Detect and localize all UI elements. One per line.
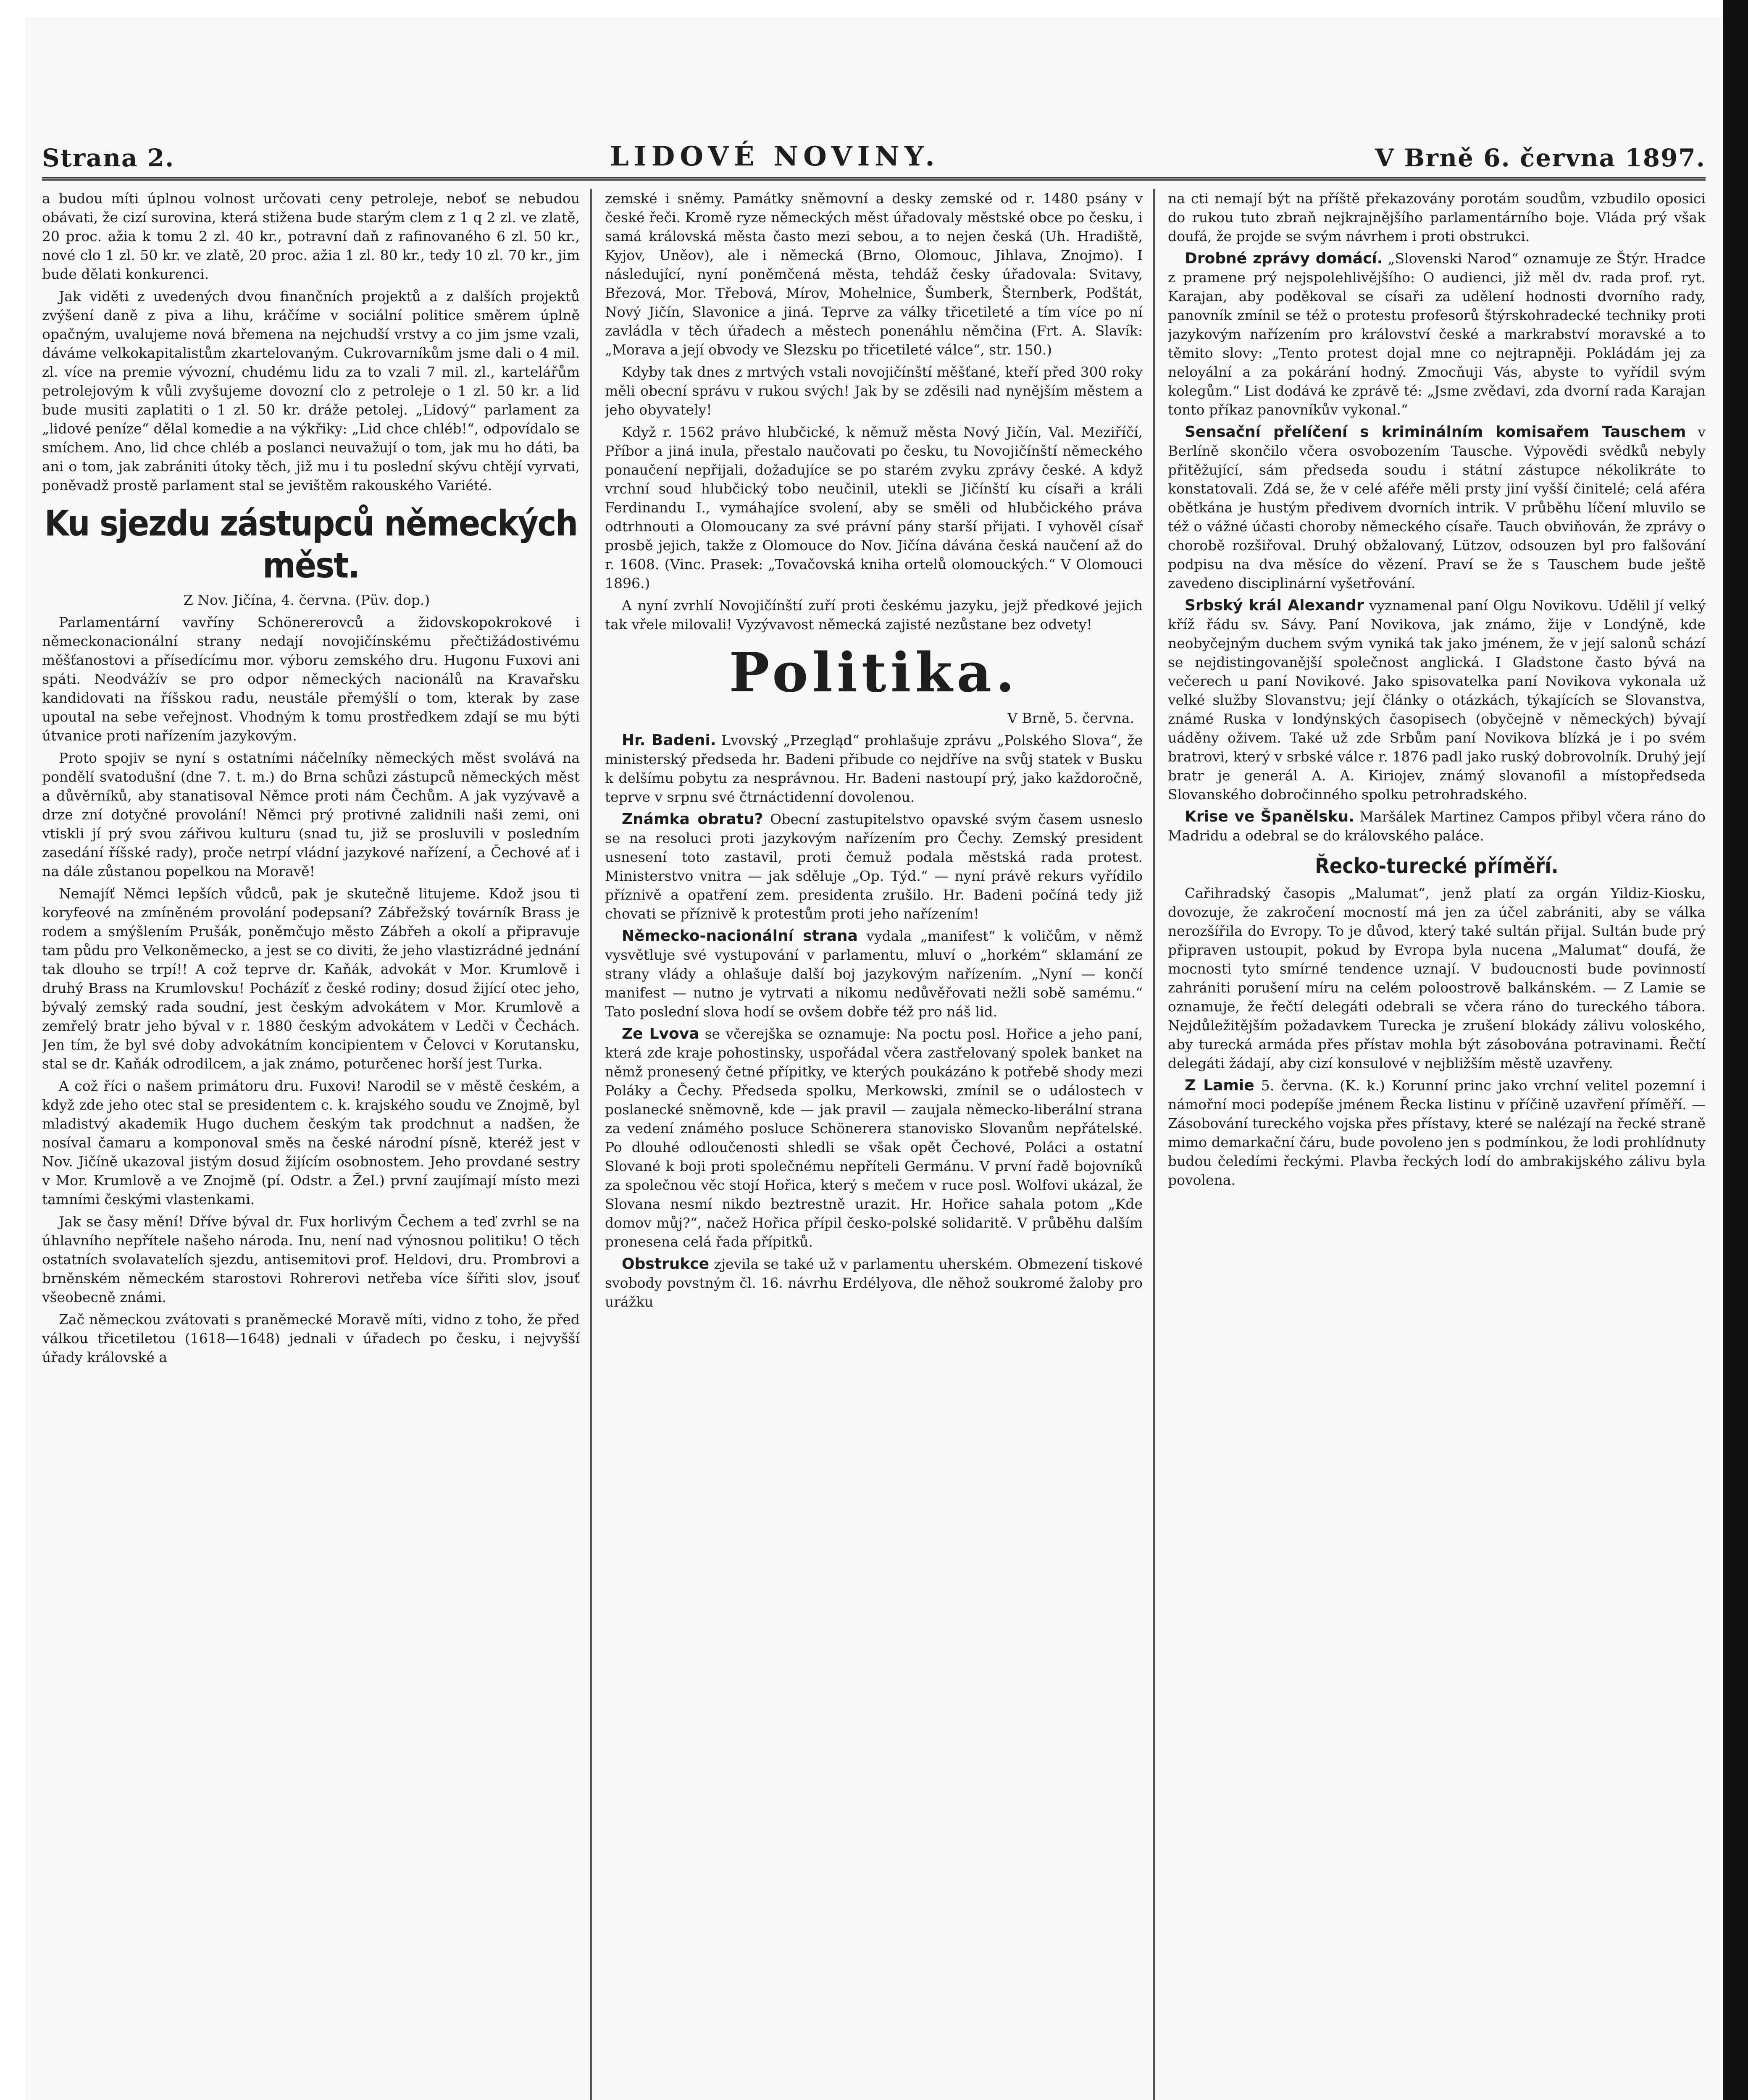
paragraph: A což říci o našem primátoru dru. Fuxovi! Narodil se v městě českém, a když zde jeho otec stal se presidentem c. k. krajského soudu ve Znojmě, byl mladistvý akademik Hugo duchem českým tak prodchnut a nadšen, že nosíval čamaru a komponoval směs na české národní písně, kteréž jest v Nov. Jičíně ukazoval jistým dosud žijícím osobnostem. Jeho provdané sestry v Mor. Krumlově a ve Znojmě (pí. Odstr. a Žel.) první zaujímají místo mezi tamními českými vlastenkami. (42, 1078, 580, 1208)
section-title-politika: Politika. (729, 641, 1019, 704)
item-title: Hr. Badeni. (622, 732, 716, 749)
newspaper-page (25, 17, 1722, 2100)
page-number: Strana 2. (42, 144, 175, 172)
article-headline: Řecko-turecké příměří. (1315, 854, 1559, 878)
paragraph: Jak viděti z uvedených dvou finančních projektů a z dalších projektů zvýšení daně z piva a lihu, kráčíme v sociální politice směrem úplně opačným, uvalujeme nová břemena na nejchudší vrstvy a co jim jsme vzali, dáváme velkokapitalistům zkartelovaným. Cukrovarníkům jsme dali o 4 mil. zl. více na premie vývozní, chudému lidu za to vzali 7 mil. zl., kartelářům petrolejovým k vůli zvyšujeme dovozní clo z petroleje o 1 zl. 50 kr. a lid bude musiti zaplatiti o 1 zl. 50 kr. dráže petolej. „Lidový“ parlament za „lidové peníze“ dělal komedie a na výkřiky: „Lid chce chléb!“, odpovídalo se smíchem. Ano, lid chce chléb a poslanci neuvažují o tom, jak mu ho dáti, ba ani o tom, jak zabrániti útoky těch, již mu i tu poslední skývu chtějí vyrvati, poněvadž prostě parlament stal se jevištěm rakouského Variété. (42, 288, 580, 494)
paragraph: Proto spojiv se nyní s ostatními náčelníky německých měst svolává na pondělí svatodušní (dne 7. t. m.) do Brna schůzi zástupců německých měst a důvěrníků, aby stanatisoval Němce proti nám Čechům. A jak vyzývavě a drze zní dotyčné provolání! Němci prý protivné zalidnili naši zemi, oni vtiskli jí prý svou zářivou kulturu (snad tu, již se prosluvili v posledním zasedání říšské rady), proče netrpí vládní jazykové nařízení, a Čechové ať i na dále zůstanou popelkou na Moravě! (42, 750, 580, 879)
column-1 (42, 189, 580, 2100)
columns-area (42, 189, 1706, 2100)
item-text: vyznamenal paní Olgu Novikovu. Udělil jí velký kříž řádu sv. Sávy. Paní Novikova, jak známo, žije v Londýně, kde neobyčejným duchem svým vyniká tak jako jménem, že v její salonů schází se nejdistingovanější společnost anglická. I Gladstone často bývá na večerech u paní Novikové. Jako spisovatelka paní Novikova vykonala už velké služby Slovanstvu; její články o otázkách, týkajících se Slovanstva, známé Ruska v londýnských časopisech (obyčejně v německých) bývají uáděny oživem. Také už zde Srbům paní Novikova blízká je i po svém bratrovi, který v srbské válce r. 1876 padl jako ruský dobrovolník. Druhý její bratr je generál A. A. Kiriojev, známý slovanofil a místopředseda Slovanského dobročinného spolku petrohradského. (1168, 597, 1706, 803)
item-text: „Slovenski Narod“ oznamuje ze Štýr. Hradce z pramene prý nejspolehlivějšího: O audienci, již měl dv. rada prof. ryt. Karajan, aby poděkoval se císaři za udělení hodnosti dvorního rady, panovník zmínil se též o protestu profesorů štýrskohradecké techniky proti jazykovým nařízením pro království české a markrabství moravské a to těmito slovy: „Tento protest dojal mne co nejtrapněji. Pokládám jej za neloyální a za pokárání hodný. Zmocňuji Vás, abyste to vyřídil svým kolegům.“ List dodává ke zprávě té: „Jsme zvědavi, zda dvorní rada Karajan tonto příkaz panovníkův vykonal.“ (1168, 250, 1706, 418)
newspaper-title: LIDOVÉ NOVINY. (610, 141, 940, 172)
paragraph: Zač německou zvátovati s praněmecké Moravě míti, vidno z toho, že před válkou třicetiletou (1618—1648) jednali v úřadech po česku, i nejvyšší úřady královské a (42, 1311, 580, 1365)
item-text: v Berlíně skončilo včera osvobozením Tausche. Výpovědi svědků nebyly přitěžující, sám předseda soudu i státní zástupce nékolikráte to konstatovali. Zdá se, že v celé aféře měli prsty jiní vyšší činitelé; celá aféra obětkána je hustým předivem dvorních intrik. V průběhu líčení mluvilo se též o vážné účasti choroby německého císaře. Tauch obviňován, že zprávy o chorobě rozšiřoval. Druhý obžalovaný, Lützov, odsouzen byl pro falšování podpisu na dva měsíce do vězení. Praví se že s Tauschem bude ještě zavedeno disciplinární vyšetřování. (1168, 424, 1706, 591)
item-text: Maršálek Martinez Campos přibyl včera ráno do Madridu a odebral se do královského paláce. (1168, 808, 1706, 844)
paragraph: Když r. 1562 právo hlubčické, k němuž města Nový Jičín, Val. Meziříčí, Příbor a jiná inula, přestalo naučovati po česku, tu Novojičínští německého ponaučení nepřijali, dožadujíce se po starém zvyku zprávy české. A když vrchní soud hlubčický tobo neučinil, utekli se Jičínští ku císaři a králi Ferdinandu I., vymáhajíce svolení, aby se směli od hlubčického práva odtrhnouti a Olomoucany za své právní pány starší přijati. I vyhověl císař prosbě jejich, takže z Olomouce do Nov. Jičína dávána česká naučení až do r. 1608. (Vinc. Prasek: „Tovačovská kniha ortelů olomouckých.“ V Olomouci 1896.) (605, 424, 1143, 591)
item-text: Korunní princ jako vrchní velitel pozemní i námořní moci podepíše jménem Řecka listinu v příčině uzavření příměří. — Zásobování tureckého vojska přes přístavy, které se nalézají na řecké straně mimo demarkační čáru, bude povoleno jen s podmínkou, že lodi prohlídnuty budou čeledími řeckými. Plavba řeckých lodí do ambrakijského zálivu byla povolena. (1168, 1077, 1706, 1188)
item-text: vydala „manifest“ k voličům, v němž vysvětluje své vystupování v parlamentu, mluví o „horkém“ sklamání ze strany vlády a ohlašuje další boj jazykovým nařízením. „Nyní — končí manifest — nutno je vytrvati a nikomu nedůvěřovati nežli sobě samému.“ Tato poslední slova hodí se ovšem dobře též pro náš lid. (605, 928, 1143, 1020)
item-text: Obecní zastupitelstvo opavské svým časem usneslo se na resoluci proti jazykovým nařízením pro Čechy. Zemský president usnesení toto zastavil, proti čemuž podala městská rada protest. Ministerstvo vnitra — jak sděluje „Op. Týd.“ — nyní právě rekurs vyřídilo příznivě a opatření zem. presidenta zrušilo. Hr. Badeni počíná tedy již chovati se příznivě k protestům proti jeho nařízením! (605, 811, 1143, 922)
paragraph: Kdyby tak dnes z mrtvých vstali novojičínští měšťané, kteří před 300 roky měli obecní správu v rukou svých! Jak by se zděsili nad nynějším městem a jeho obyvately! (605, 364, 1143, 418)
item-title: Z Lamie (1185, 1077, 1254, 1094)
item-title: Německo-nacionální strana (622, 927, 858, 945)
paragraph: Jak se časy mění! Dříve býval dr. Fux horlivým Čechem a teď zvrhl se na úhlavního nepřítele našeho národa. Inu, není nad výnosnou politiku! O těch ostatních svolavatelích sjezdu, antisemitovi prof. Heldovi, dru. Prombrovi a brněnském německém starostovi Rohrerovi netřeba více šířiti slov, jsouť všeobecně známi. (42, 1213, 580, 1305)
paragraph: Nemajíť Němci lepších vůdců, pak je skutečně litujeme. Kdož jsou ti koryfeové na zmíněném provolání podepsaní? Zábřežský továrník Brass je rodem a smýšlením Prušák, poněmčujo město Zábřeh a okolí a připravuje tam půdu pro Velkoněmecko, a jest se co diviti, že jeho vlastizrádné jednání tak dlouho se trpí!! A což teprve dr. Kaňák, advokát v Mor. Krumlově i druhý Brass na Krumlovsku! Pocházíť z české rodiny; dosud žijící otec jeho, bývalý zemský rada soudní, jest českým advokátem v Mor. Krumlově a zemřelý bratr jeho býval v r. 1880 českým advokátem v Ledči v Čechách. Jen tím, že byl své doby advokátním koncipientem v Čelovci v Korutansku, stal se dr. Kaňák odrodilcem, a jak známo, poturčenec horší jest Turka. (42, 885, 580, 1072)
item-title: Krise ve Španělsku. (1185, 808, 1354, 825)
dateline: V Brně, 5. června. (1007, 710, 1134, 726)
paragraph: A nyní zvrhlí Novojičínští zuří proti českému jazyku, jejž předkové jejich tak vřele milovali! Vyzývavost německá zajisté nezůstane bez odvety! (605, 597, 1143, 633)
paragraph: Parlamentární vavříny Schönererovců a židovskopokrokové i německonacionální strany nedají novojičínskému přečtižádostivému měšťanostovi a přísedícímu mor. výboru zemského dru. Hugonu Fuxovi ani spáti. Neodvážív se pro odpor německých nacionálů na Kravařsku kandidovati na říšskou radu, neustále přemýšlí o tom, kterak by zase upoutal na sebe veřejnost. Vhodným k tomu prostředkem zdají se mu býti útvanice proti nařízením jazykovým. (42, 614, 580, 744)
column-divider (1153, 189, 1155, 2100)
paragraph: a budou míti úplnou volnost určovati ceny petroleje, neboť se nebudou obávati, že cizí surovina, která stižena bude starým clem z 1 q 2 zl. ve zlatě, 20 proc. ažia k tomu 2 zl. 40 kr., potravní daň z rafinovaného 6 zl. 50 kr., nové clo 1 zl. 50 kr. ve zlatě, 20 proc. ažia 1 zl. 80 kr., tedy 10 zl. 70 kr., jim bude dělati konkurenci. (42, 190, 580, 282)
column-divider (590, 189, 592, 2100)
column-3 (1168, 189, 1706, 2100)
item-title: Srbský král Alexandr (1185, 597, 1364, 614)
issue-date: V Brně 6. června 1897. (1375, 144, 1706, 172)
item-text: zjevila se také už v parlamentu uherském. Obmezení tiskové svobody povstným čl. 16. návrhu Erdélyova, dle něhož soukromé žaloby pro urážku (605, 1256, 1143, 1310)
item-dateline: 5. června. (K. k.) (1261, 1077, 1385, 1094)
item-text: Lvovský „Przegląd“ prohlašuje zprávu „Polského Slova“, že ministerský předseda hr. Badeni přibude co nejdříve na svůj statek v Busku k delšímu pobytu za nesprávnou. Hr. Badeni nastoupí prý, jako každoročně, teprve v srpnu své čtrnáctidenní dovolenou. (605, 732, 1143, 805)
column-2 (605, 189, 1143, 2100)
item-title: Drobné zprávy domácí. (1185, 250, 1383, 267)
article-headline: Ku sjezdu zástupců německých měst. (44, 503, 578, 586)
paragraph: Cařihradský časopis „Malumat“, jenž platí za orgán Yildiz-Kiosku, dovozuje, že zakročení mocností má jen za účel zabrániti, aby se válka nerozšířila do Evropy. To je důvod, který také sultán přijal. Sultán bude prý připraven ustoupit, pokud by Evropa byla nucena „Malumat“ doufá, že mocnosti tyto smírné tendence uznají. V budoucnosti bude povinností zahrániti porušení míru na celém poloostrově balkánském. — Z Lamie se oznamuje, že řečtí delegáti odebrali se včera ráno do tureckého tábora. Nejdůležitějším požadavkem Turecka je zrušení blokády zálivu voloského, aby turecká armáda přes přístav mohla být zásobována potravinami. Řečtí delegáti žádají, aby cizí konsulové v nejbližším městě uzavřeny. (1168, 885, 1706, 1071)
paragraph: na cti nemají být na příště překazovány porotám soudům, vzbudilo oposici do rukou tuto zbraň nejkrajnějšího parlamentárního boje. Vláda prý však doufá, že projde se svým návrhem i proti obstrukci. (1168, 190, 1706, 244)
dateline: Z Nov. Jičína, 4. června. (Püv. dop.) (183, 592, 430, 608)
item-title: Sensační přelíčení s kriminálním komisařem Tauschem (1185, 423, 1686, 441)
item-text: se včerejška se oznamuje: Na poctu posl. Hořice a jeho paní, která zde kraje pohostinsky, uspořádal včera zastřelovaný spolek banket na němž pronesený četné přípitky, ve kterých poukázáno k potřebě shody mezi Poláky a Čechy. Předseda spolku, Merkowski, zmínil se o událostech v poslanecké sněmovně, kde — jak pravil — zaujala německo-liberální strana za vedení známého posluce Schönerera stanovisko Slovanům nepřátelské. Po dlouhé odloučenosti shledli se však opět Čechové, Poláci a ostatní Slované k boji proti společnému nepříteli Germánu. V první řadě bojovníků za společnou věc stojí Hořica, který s mečem v ruce posl. Wolfovi ukázal, že Slovana nesmí nikdo beztrestně urazit. Hr. Hořice sahala potom „Kde domov můj?“, načež Hořica přípil česko-polské solidaritě. V průběhu dalším pronesena celá řada přípitků. (605, 1026, 1143, 1250)
item-title: Obstrukce (622, 1255, 710, 1273)
item-title: Ze Lvova (622, 1025, 699, 1042)
item-title: Známka obratu? (622, 811, 763, 828)
page-header (42, 130, 1706, 181)
paragraph: zemské i sněmy. Památky sněmovní a desky zemské od r. 1480 psány v české řeči. Kromě ryze německých měst úřadovaly městské obce po česku, i samá královská města často mezi sebou, a to nejen česká (Uh. Hradiště, Kyjov, Uněov), ale i německá (Brno, Olomouc, Jihlava, Znojmo). I následující, nyní poněmčená města, tehdáž česky úřadovala: Svitavy, Březová, Mor. Třebová, Mírov, Mohelnice, Šumberk, Šternberk, Podštát, Nový Jičín, Slavonice a jiná. Teprve za války třicetileté a tím více po ní zavládla v těch úřadech a městech ponenáhlu němčina (Frt. A. Slavík: „Morava a její obvody ve Slezsku po třicetileté válce“, str. 150.) (605, 190, 1143, 358)
scan-edge-shadow (1723, 0, 1748, 2100)
